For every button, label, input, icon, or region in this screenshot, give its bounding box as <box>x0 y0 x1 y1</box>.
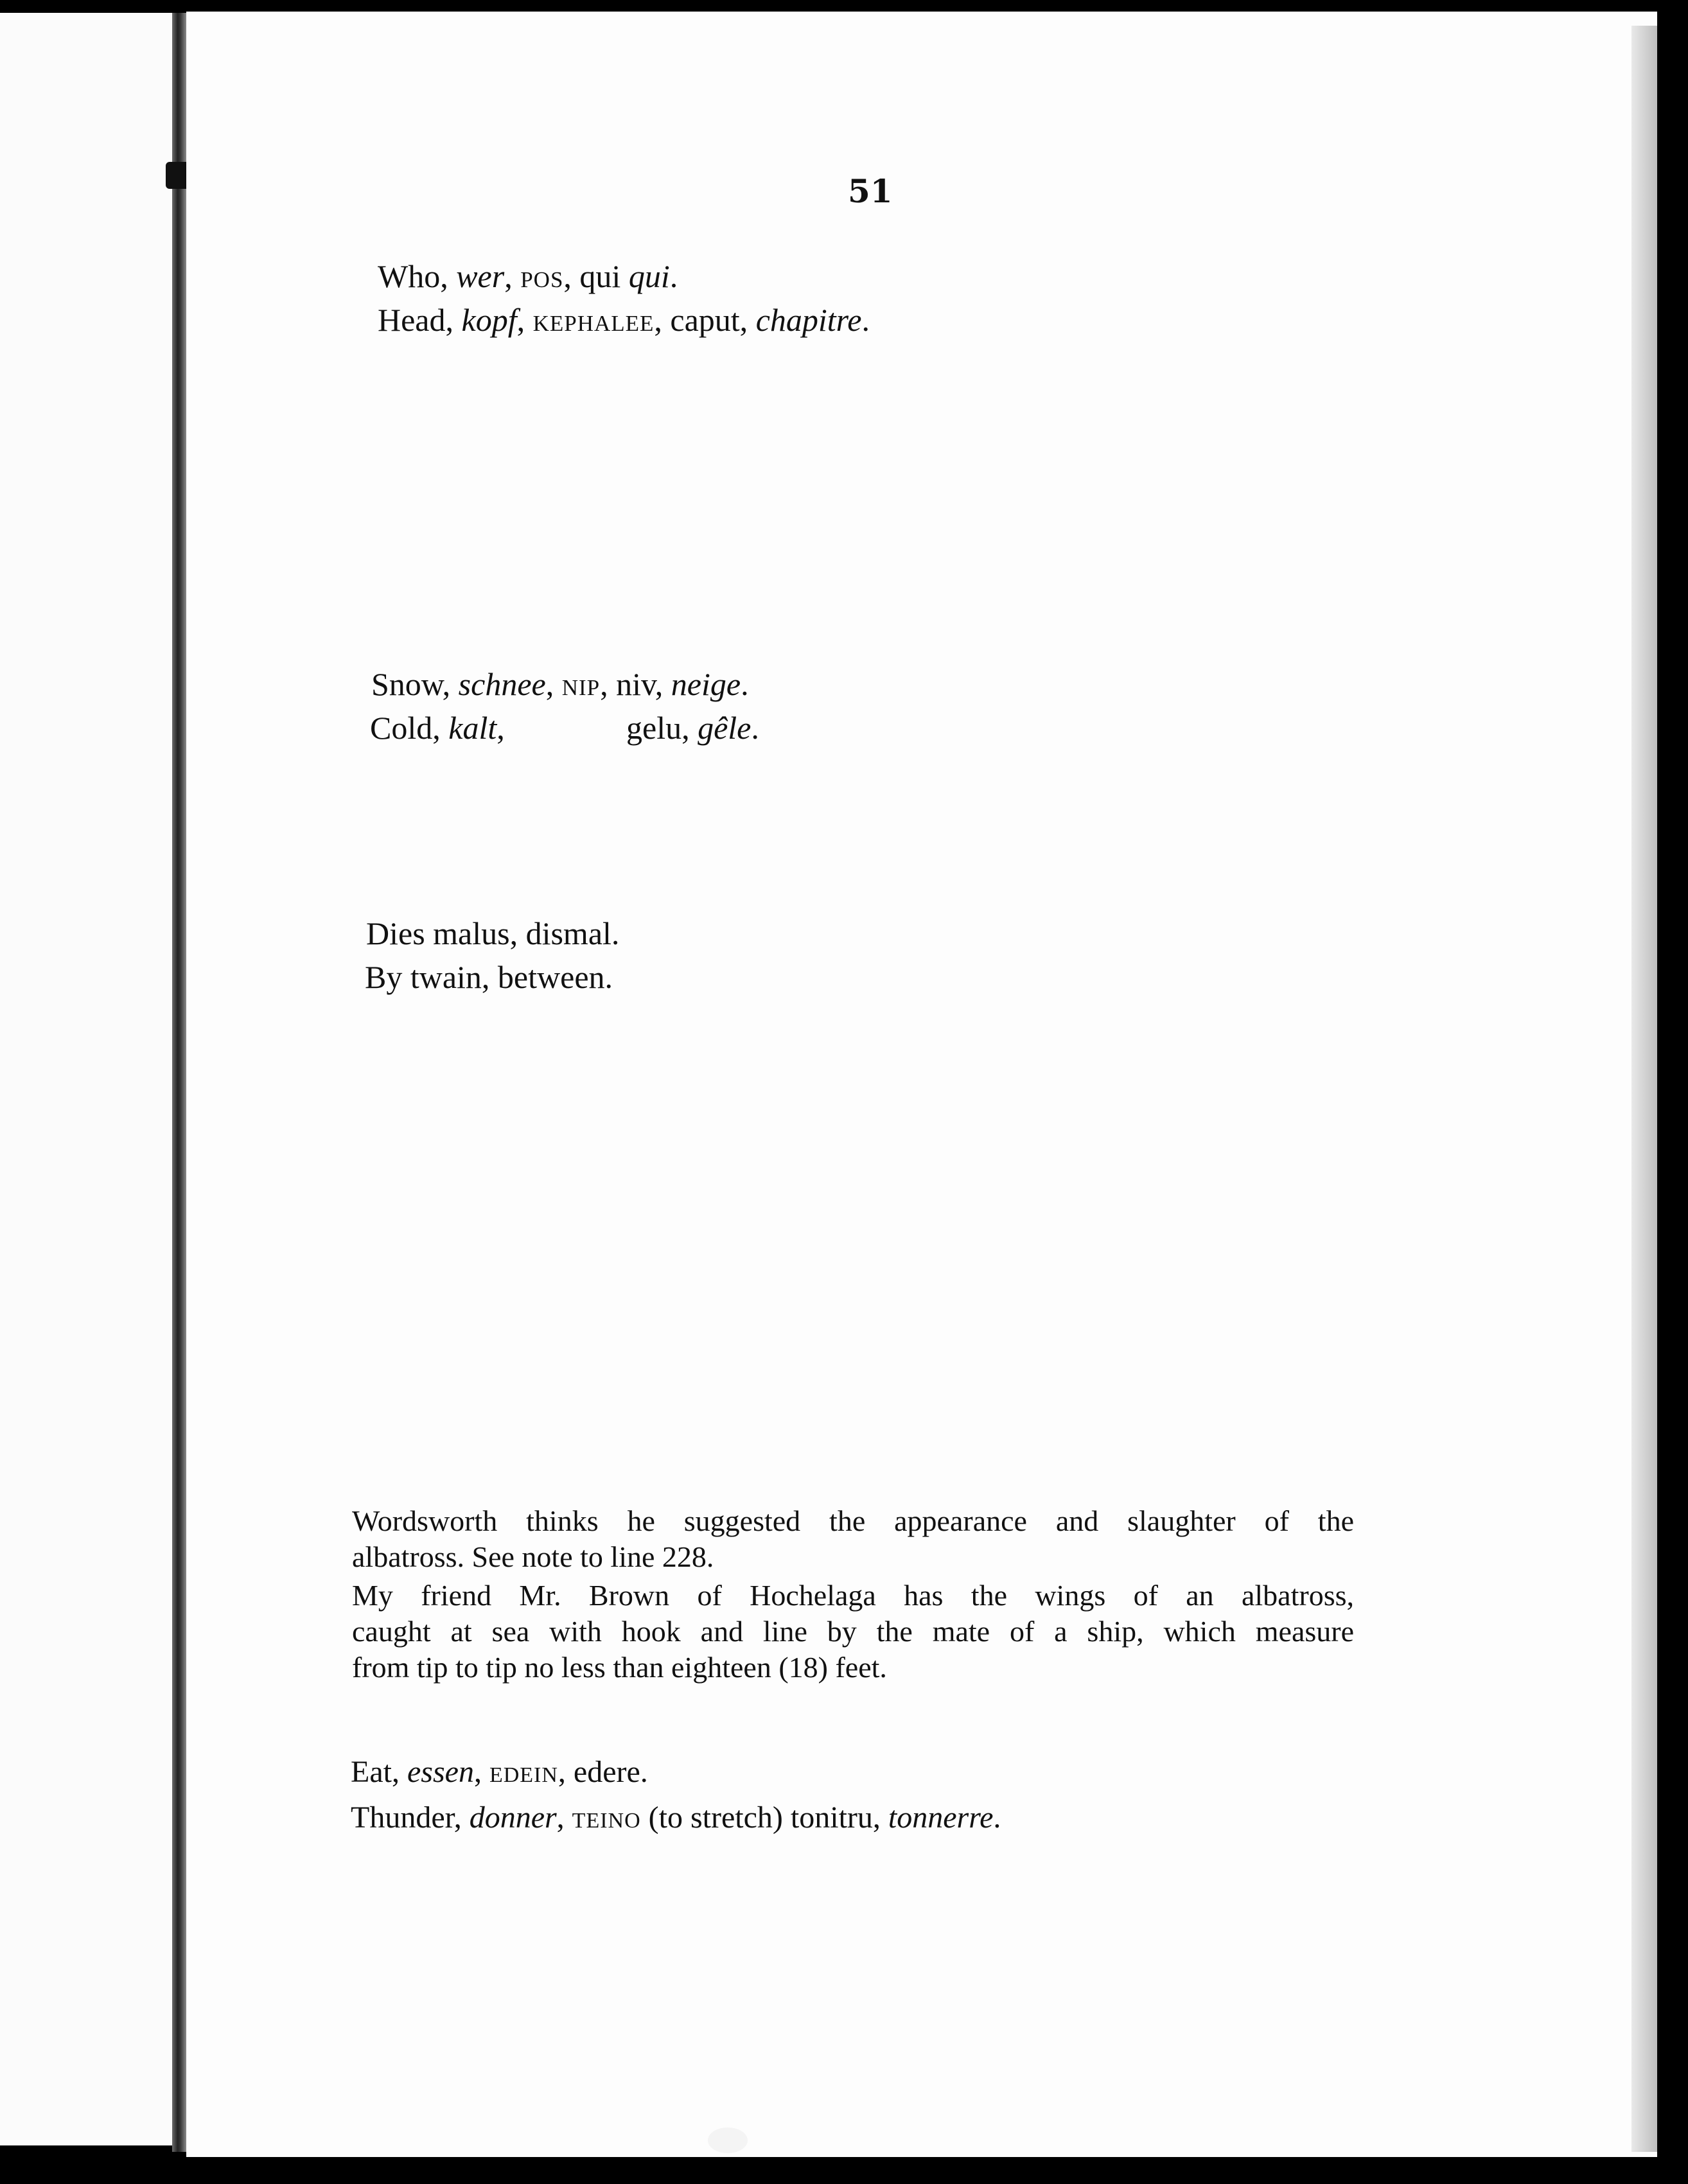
entry-who: Who, wer, pos, qui qui. <box>378 258 678 294</box>
entry-dies-malus: Dies malus, dismal. <box>366 915 620 951</box>
note-wordsworth-line-1: Wordsworth thinks he suggested the appearance and slaughter of the <box>352 1504 1354 1537</box>
page-number: 51 <box>848 172 893 210</box>
entry-head: Head, kopf, kephalee, caput, chapitre. <box>378 302 870 338</box>
previous-page-edge <box>0 13 186 2145</box>
library-stamp-mark <box>708 2127 748 2153</box>
book-spine <box>172 13 186 2152</box>
note-wordsworth-line-2: albatross. See note to line 228. <box>352 1540 714 1573</box>
entry-cold-latin: gelu, gêle. <box>626 710 759 746</box>
entry-eat: Eat, essen, edein, edere. <box>351 1755 648 1789</box>
entry-by-twain: By twain, between. <box>365 959 613 995</box>
entry-cold: Cold, kalt, <box>370 710 505 746</box>
note-brown-line-3: from tip to tip no less than eighteen (18) feet. <box>352 1651 887 1684</box>
entry-snow: Snow, schnee, nip, niv, neige. <box>371 666 749 702</box>
entry-thunder: Thunder, donner, teino (to stretch) tonitru, tonnerre. <box>351 1801 1001 1835</box>
page-right-edge <box>1631 26 1657 2152</box>
note-brown-line-2: caught at sea with hook and line by the mate of a ship, which measure <box>352 1615 1354 1648</box>
note-brown-line-1: My friend Mr. Brown of Hochelaga has the wings of an albatross, <box>352 1579 1354 1612</box>
